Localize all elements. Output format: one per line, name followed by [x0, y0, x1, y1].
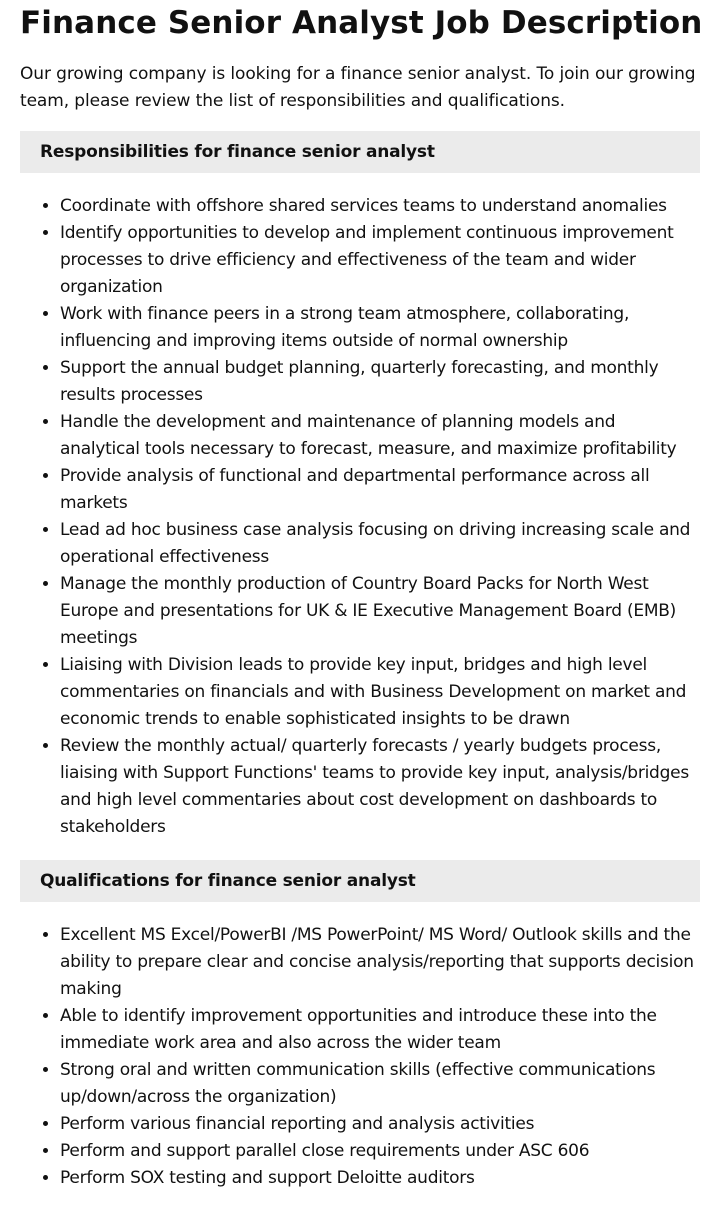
list-item: • Coordinate with offshore shared services teams to understand anomalies	[60, 193, 700, 220]
page-title: Finance Senior Analyst Job Description	[20, 5, 703, 41]
list-item: • Perform various financial reporting and analysis activities	[60, 1111, 700, 1138]
list-item: • Excellent MS Excel/PowerBI /MS PowerPoint/ MS Word/ Outlook skills and the ability to prepare clear and concise analysis/reporting that supports decision making	[60, 922, 700, 1003]
list-item: • Lead ad hoc business case analysis focusing on driving increasing scale and operational effectiveness	[60, 517, 700, 571]
list-item: • Perform and support parallel close requirements under ASC 606	[60, 1138, 700, 1165]
list-item: • Support the annual budget planning, quarterly forecasting, and monthly results processes	[60, 355, 700, 409]
intro-paragraph: Our growing company is looking for a finance senior analyst. To join our growing team, please review the list of responsibilities and qualifications.	[20, 64, 696, 111]
responsibilities-list	[20, 193, 700, 841]
list-item: • Manage the monthly production of Country Board Packs for North West Europe and presentations for UK & IE Executive Management Board (EMB) meetings	[60, 571, 700, 652]
qualifications-list	[20, 922, 700, 1192]
list-item: • Provide analysis of functional and departmental performance across all markets	[60, 463, 700, 517]
list-item: • Identify opportunities to develop and implement continuous improvement processes to drive efficiency and effectiveness of the team and wider organization	[60, 220, 700, 301]
list-item: • Perform SOX testing and support Deloitte auditors	[60, 1165, 700, 1192]
list-item: • Strong oral and written communication skills (effective communications up/down/across the organization)	[60, 1057, 700, 1111]
list-item: • Work with finance peers in a strong team atmosphere, collaborating, influencing and improving items outside of normal ownership	[60, 301, 700, 355]
list-item: • Able to identify improvement opportunities and introduce these into the immediate work area and also across the wider team	[60, 1003, 700, 1057]
responsibilities-heading: Responsibilities for finance senior analyst	[20, 131, 700, 173]
qualifications-heading: Qualifications for finance senior analyst	[20, 860, 700, 902]
list-item: • Review the monthly actual/ quarterly forecasts / yearly budgets process, liaising with Support Functions' teams to provide key input, analysis/bridges and high level commentaries about cost development on dashboards to stakeholders	[60, 733, 700, 841]
list-item: • Handle the development and maintenance of planning models and analytical tools necessary to forecast, measure, and maximize profitability	[60, 409, 700, 463]
list-item: • Liaising with Division leads to provide key input, bridges and high level commentaries on financials and with Business Development on market and economic trends to enable sophisticated insights to be drawn	[60, 652, 700, 733]
